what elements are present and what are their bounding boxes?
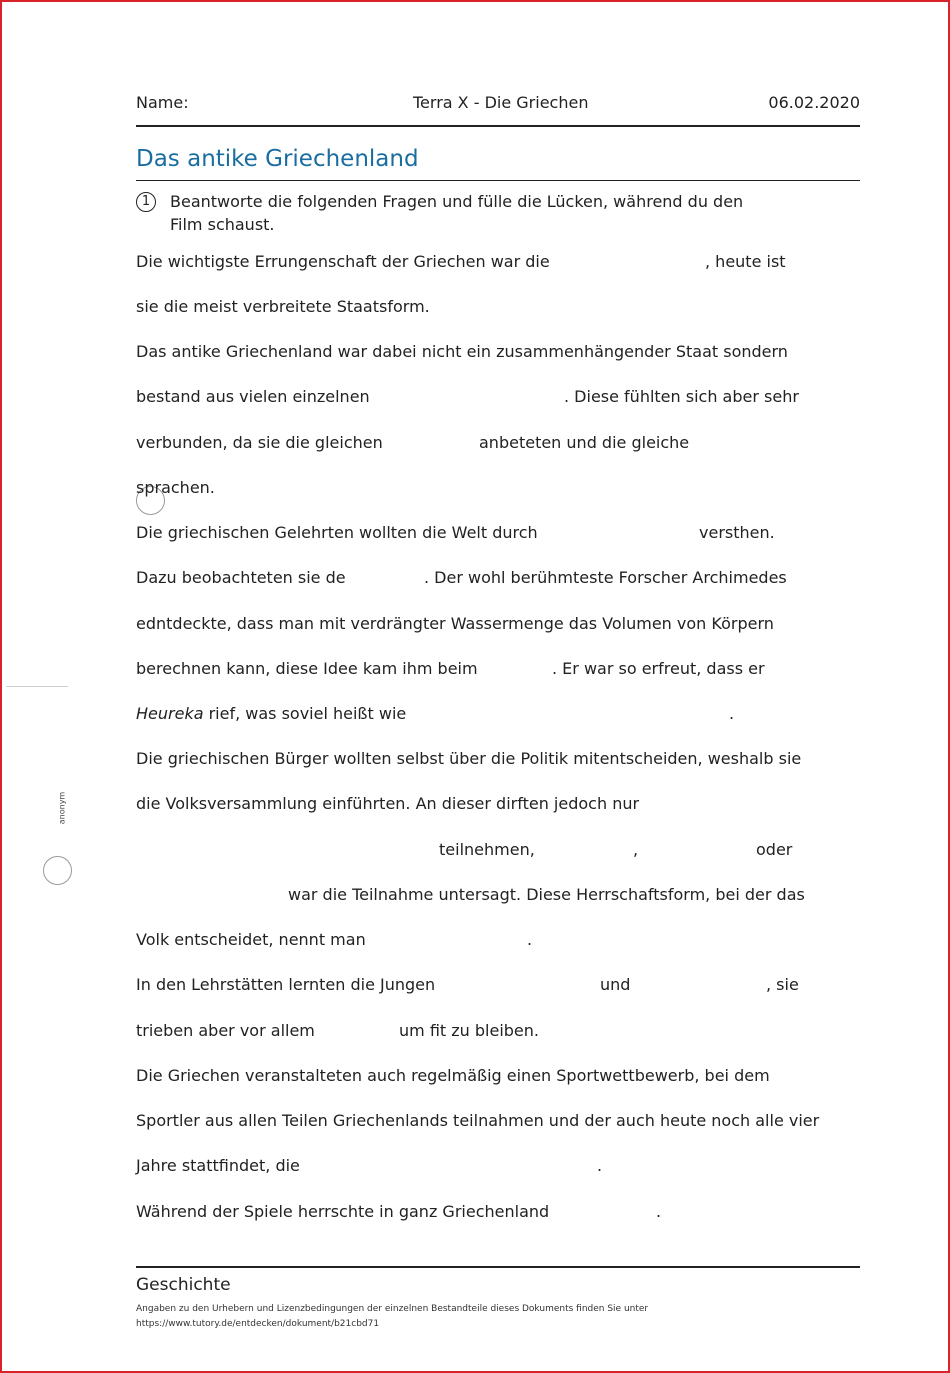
header-divider xyxy=(136,125,860,127)
text-line: Die Griechen veranstalteten auch regelmäßig einen Sportwettbewerb, bei dem xyxy=(136,1066,770,1085)
text-line: um fit zu bleiben. xyxy=(399,1021,539,1040)
text-line: anbeteten und die gleiche xyxy=(479,433,690,452)
text-line: trieben aber vor allem xyxy=(136,1021,315,1040)
document-date: 06.02.2020 xyxy=(768,93,860,112)
text-line: sie die meist verbreitete Staatsform. xyxy=(136,297,430,316)
document-title: Terra X - Die Griechen xyxy=(413,93,589,112)
text-line: . Er war so erfreut, dass er xyxy=(552,659,765,678)
text-line: Die griechischen Gelehrten wollten die Welt durch xyxy=(136,523,538,542)
text-line: Dazu beobachteten sie de xyxy=(136,568,346,587)
fold-mark xyxy=(6,686,68,687)
text-line: In den Lehrstätten lernten die Jungen xyxy=(136,975,436,994)
text-line: . xyxy=(527,930,533,949)
text-line: Die griechischen Bürger wollten selbst über die Politik mitentscheiden, weshalb sie xyxy=(136,749,802,768)
text-line: berechnen kann, diese Idee kam ihm beim xyxy=(136,659,478,678)
text-line: verbunden, da sie die gleichen xyxy=(136,433,383,452)
text-line: , sie xyxy=(766,975,799,994)
text-line: Die wichtigste Errungenschaft der Griechen war die xyxy=(136,252,550,271)
text-line: , xyxy=(633,840,639,859)
text-line: . xyxy=(656,1202,662,1221)
page-heading: Das antike Griechenland xyxy=(136,146,419,172)
text-line: . xyxy=(597,1156,603,1175)
text-line: . Der wohl berühmteste Forscher Archimedes xyxy=(424,568,787,587)
text-line: die Volksversammlung einführten. An dieser dirften jedoch nur xyxy=(136,794,640,813)
text-line: . Diese fühlten sich aber sehr xyxy=(564,387,799,406)
text-line: bestand aus vielen einzelnen xyxy=(136,387,370,406)
text-line: Sportler aus allen Teilen Griechenlands teilnahmen und der auch heute noch alle vier xyxy=(136,1111,820,1130)
text-line: sprachen. xyxy=(136,478,215,497)
side-label: anonym xyxy=(57,791,67,825)
license-note: Angaben zu den Urhebern und Lizenzbedingungen der einzelnen Bestandteile dieses Dokuments finden Sie unter xyxy=(136,1304,649,1314)
text-line: oder xyxy=(756,840,793,859)
text-line: und xyxy=(600,975,631,994)
text-fragment: rief, was soviel heißt wie xyxy=(203,704,407,723)
text-line: , heute ist xyxy=(705,252,786,271)
punch-hole-bottom xyxy=(43,856,72,885)
heading-underline xyxy=(136,180,860,181)
italic-word: Heureka xyxy=(136,704,204,723)
text-line xyxy=(136,704,406,724)
task-number-badge: 1 xyxy=(136,192,156,212)
text-line: edntdeckte, dass man mit verdrängter Wassermenge das Volumen von Körpern xyxy=(136,614,774,633)
text-line: teilnehmen, xyxy=(439,840,535,859)
text-line: Das antike Griechenland war dabei nicht ein zusammenhängender Staat sondern xyxy=(136,342,788,361)
text-line: Während der Spiele herrschte in ganz Griechenland xyxy=(136,1202,550,1221)
text-line: war die Teilnahme untersagt. Diese Herrschaftsform, bei der das xyxy=(288,885,805,904)
text-line: Volk entscheidet, nennt man xyxy=(136,930,366,949)
subject-label: Geschichte xyxy=(136,1275,231,1295)
name-label: Name: xyxy=(136,93,189,112)
task-instruction: Beantworte die folgenden Fragen und fülle die Lücken, während du den Film schaust. xyxy=(170,192,744,234)
text-line: Jahre stattfindet, die xyxy=(136,1156,300,1175)
text-line: versthen. xyxy=(699,523,775,542)
text-line: . xyxy=(729,704,735,723)
footer-divider xyxy=(136,1266,860,1268)
license-url: https://www.tutory.de/entdecken/dokument/b21cbd71 xyxy=(136,1319,380,1329)
